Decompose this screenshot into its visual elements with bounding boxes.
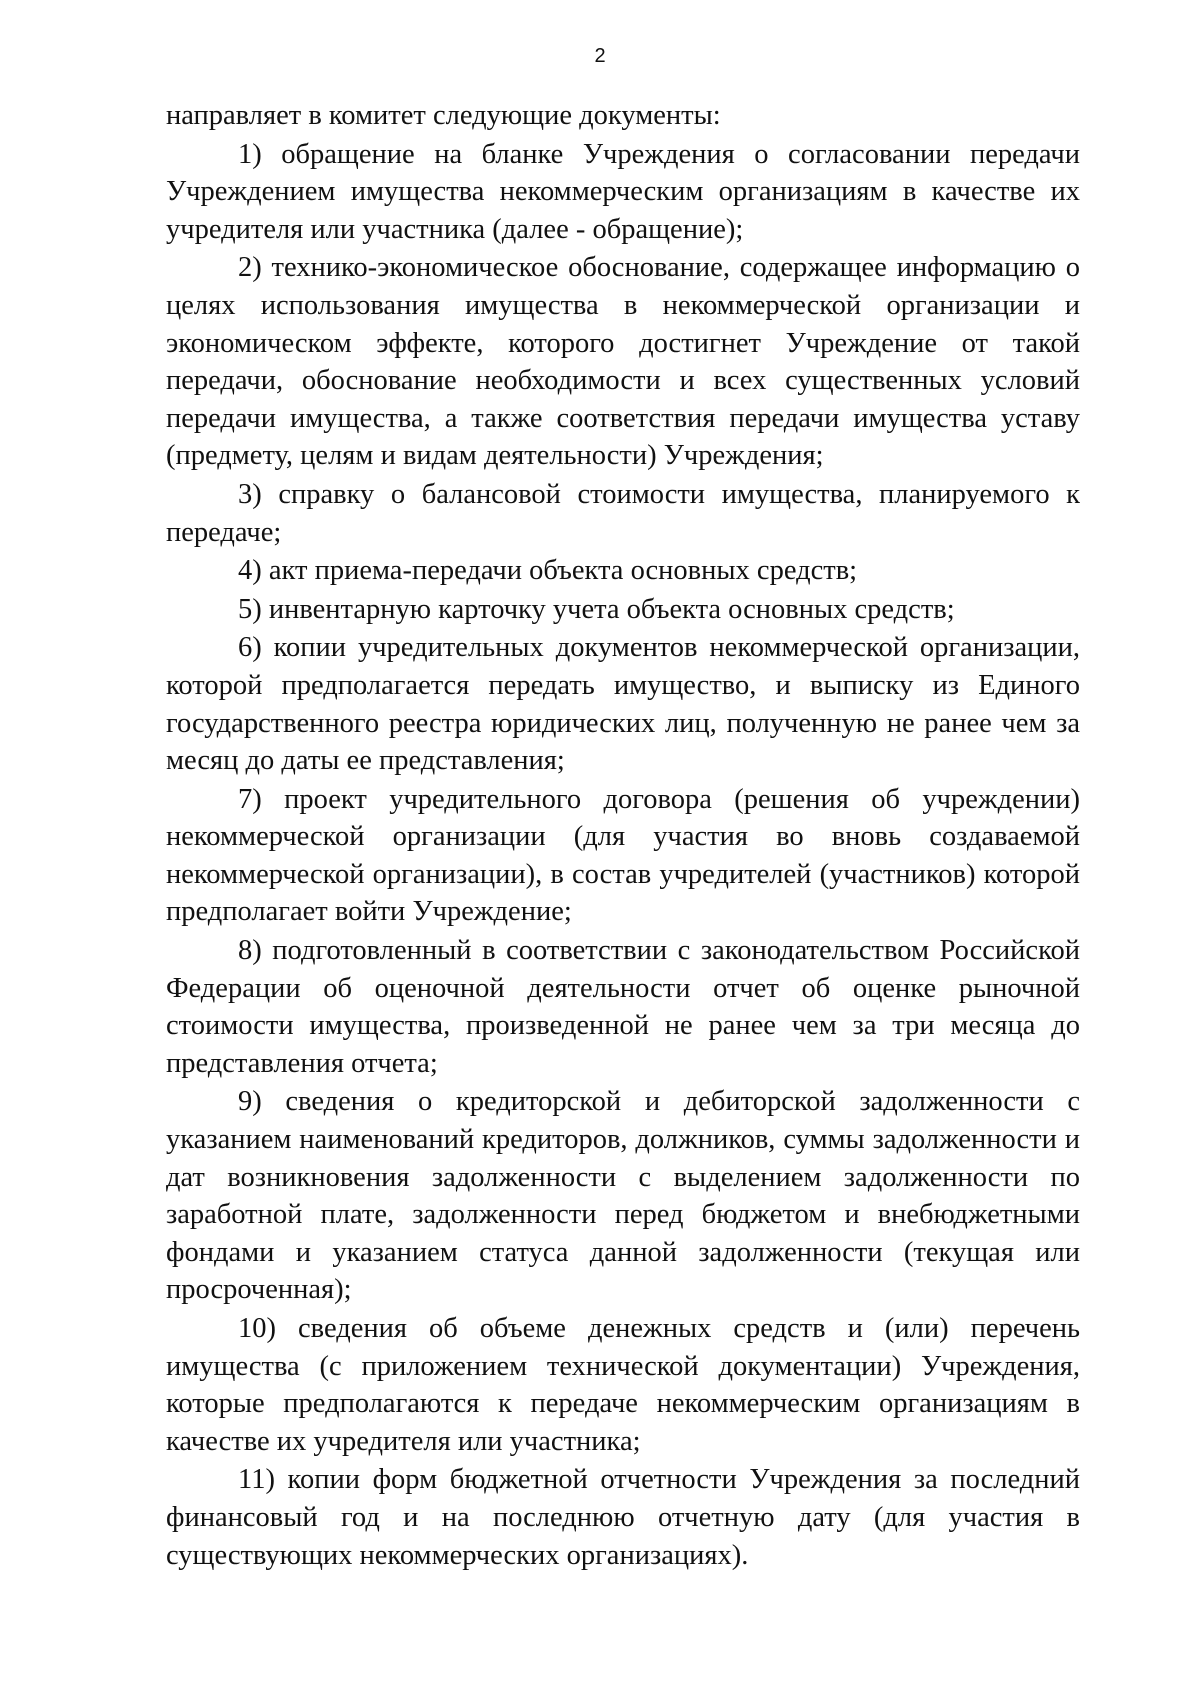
intro-paragraph: направляет в комитет следующие документы: xyxy=(166,100,721,131)
list-item-4: 4) акт приема-передачи объекта основных средств; xyxy=(238,555,858,587)
list-item-1: 1) обращение на бланке Учреждения о согласовании передачи Учреждением имущества некоммерческим организациям в качестве их учредителя или участника (далее - обращение); xyxy=(166,138,1080,245)
document-body xyxy=(166,97,1080,1575)
list-item-5: 5) инвентарную карточку учета объекта основных средств; xyxy=(238,593,955,625)
list-item-7: 7) проект учредительного договора (решения об учреждении) некоммерческой организации (для участия во вновь создаваемой некоммерческой организации), в состав учредителей (участников) которой предполагает войти Учреждение; xyxy=(166,783,1080,928)
list-item-9: 9) сведения о кредиторской и дебиторской задолженности с указанием наименований кредиторов, должников, суммы задолженности и дат возникновения задолженности с выделением задолженности по заработной плате, задолженности перед бюджетом и внебюджетными фондами и указанием статуса данной задолженности (текущая или просроченная); xyxy=(166,1086,1080,1306)
list-item-2: 2) технико-экономическое обоснование, содержащее информацию о целях использования имущества в некоммерческой организации и экономическом эффекте, которого достигнет Учреждение от такой передачи, обоснование необходимости и всех существенных условий передачи имущества, а также соответствия передачи имущества уставу (предмету, целям и видам деятельности) Учреждения; xyxy=(166,252,1080,472)
list-item-10: 10) сведения об объеме денежных средств и (или) перечень имущества (с приложением технической документации) Учреждения, которые предполагаются к передаче некоммерческим организациям в качестве их учредителя или участника; xyxy=(166,1313,1080,1457)
list-item-8: 8) подготовленный в соответствии с законодательством Российской Федерации об оценочной деятельности отчет об оценке рыночной стоимости имущества, произведенной не ранее чем за три месяца до представления отчета; xyxy=(166,935,1080,1079)
list-item-11: 11) копии форм бюджетной отчетности Учреждения за последний финансовый год и на последнюю отчетную дату (для участия в существующих некоммерческих организациях). xyxy=(166,1464,1080,1571)
list-item-6: 6) копии учредительных документов некоммерческой организации, которой предполагается передать имущество, и выписку из Единого государственного реестра юридических лиц, полученную не ранее чем за месяц до даты ее представления; xyxy=(166,632,1080,777)
list-item-3: 3) справку о балансовой стоимости имущества, планируемого к передаче; xyxy=(166,478,1080,548)
page-number: 2 xyxy=(594,45,606,67)
